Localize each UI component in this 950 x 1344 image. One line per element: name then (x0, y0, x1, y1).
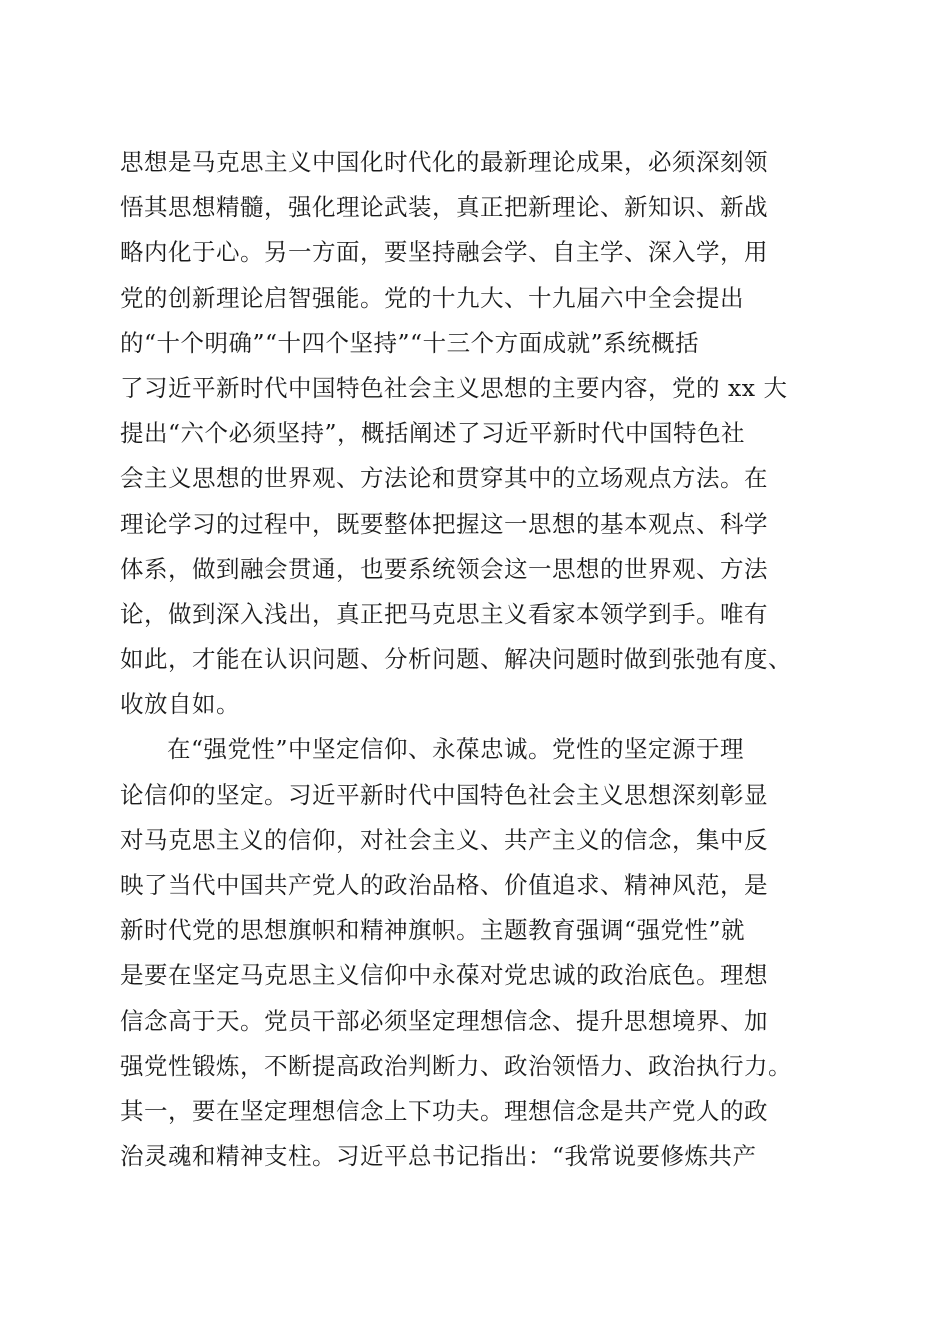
text-line: 悟其思想精髓，强化理论武装，真正把新理论、新知识、新战 (120, 193, 768, 222)
body-text (120, 140, 835, 1179)
text-line: 收放自如。 (120, 690, 240, 719)
text-line: 的“十个明确”“十四个坚持”“十三个方面成就”系统概括 (120, 328, 700, 357)
text-line: 强党性锻炼，不断提高政治判断力、政治领悟力、政治执行力。 (120, 1051, 792, 1080)
text-line: 提出“六个必须坚持”，概括阐述了习近平新时代中国特色社 (120, 419, 746, 448)
text-line: 信念高于天。党员干部必须坚定理想信念、提升思想境界、加 (120, 1006, 768, 1035)
text-line: 论，做到深入浅出，真正把马克思主义看家本领学到手。唯有 (120, 599, 768, 628)
text-line: 其一，要在坚定理想信念上下功夫。理想信念是共产党人的政 (120, 1096, 768, 1125)
text-line: 会主义思想的世界观、方法论和贯穿其中的立场观点方法。在 (120, 464, 768, 493)
text-line: 如此，才能在认识问题、分析问题、解决问题时做到张弛有度、 (120, 645, 792, 674)
text-line: 思想是马克思主义中国化时代化的最新理论成果，必须深刻领 (120, 148, 768, 176)
text-line: 对马克思主义的信仰，对社会主义、共产主义的信念，集中反 (120, 825, 768, 854)
text-line: 党的创新理论启智强能。党的十九大、十九届六中全会提出 (120, 283, 744, 312)
text-line: 略内化于心。另一方面，要坚持融会学、自主学、深入学，用 (120, 238, 768, 267)
text-line: 新时代党的思想旗帜和精神旗帜。主题教育强调“强党性”就 (120, 916, 746, 945)
text-line: 治灵魂和精神支柱。习近平总书记指出：“我常说要修炼共产 (120, 1142, 757, 1171)
text-line: 了习近平新时代中国特色社会主义思想的主要内容，党的 xx 大 (120, 373, 788, 402)
text-line: 映了当代中国共产党人的政治品格、价值追求、精神风范，是 (120, 871, 768, 899)
text-line: 体系，做到融会贯通，也要系统领会这一思想的世界观、方法 (120, 554, 768, 583)
paragraph-start-line: 在“强党性”中坚定信仰、永葆忠诚。党性的坚定源于理 (167, 735, 745, 764)
text-line: 是要在坚定马克思主义信仰中永葆对党忠诚的政治底色。理想 (120, 961, 768, 990)
text-line: 理论学习的过程中，既要整体把握这一思想的基本观点、科学 (120, 509, 768, 538)
text-line: 论信仰的坚定。习近平新时代中国特色社会主义思想深刻彰显 (120, 780, 768, 809)
